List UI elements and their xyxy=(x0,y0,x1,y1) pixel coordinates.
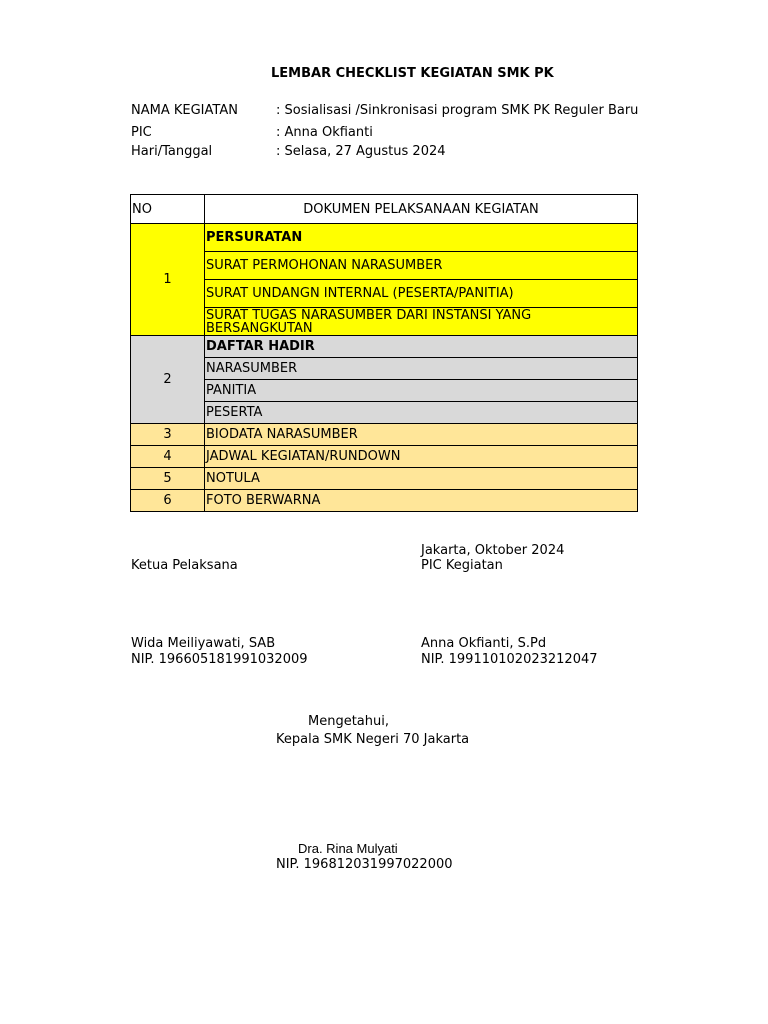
left-signer-name: Wida Meiliyawati, SAB xyxy=(131,636,276,651)
table-row xyxy=(131,280,638,308)
info-label-date: Hari/Tanggal xyxy=(131,144,213,159)
table-row xyxy=(131,380,638,402)
document-item: FOTO BERWARNA xyxy=(205,490,638,512)
header-document: DOKUMEN PELAKSANAAN KEGIATAN xyxy=(205,195,638,224)
document-item: NOTULA xyxy=(205,468,638,490)
page-title: LEMBAR CHECKLIST KEGIATAN SMK PK xyxy=(271,66,554,81)
table-row xyxy=(131,224,638,252)
document-item: JADWAL KEGIATAN/RUNDOWN xyxy=(205,446,638,468)
row-number: 4 xyxy=(131,446,205,468)
table-header-row xyxy=(131,195,638,224)
table-row xyxy=(131,402,638,424)
place-date: Jakarta, Oktober 2024 xyxy=(421,543,565,558)
row-number: 6 xyxy=(131,490,205,512)
principal-name: Dra. Rina Mulyati xyxy=(298,841,398,856)
principal-role: Kepala SMK Negeri 70 Jakarta xyxy=(276,732,470,747)
row-number: 2 xyxy=(131,336,205,424)
info-label-activity: NAMA KEGIATAN xyxy=(131,103,238,118)
table-row xyxy=(131,468,638,490)
row-number: 1 xyxy=(131,224,205,336)
group-heading: DAFTAR HADIR xyxy=(205,336,638,358)
left-signer-nip: NIP. 196605181991032009 xyxy=(131,652,308,667)
row-number: 3 xyxy=(131,424,205,446)
table-row xyxy=(131,490,638,512)
principal-nip: NIP. 196812031997022000 xyxy=(276,857,453,872)
right-signer-name: Anna Okfianti, S.Pd xyxy=(421,636,547,651)
table-row xyxy=(131,308,638,336)
table-row xyxy=(131,446,638,468)
document-item: PANITIA xyxy=(205,380,638,402)
right-signer-role: PIC Kegiatan xyxy=(421,558,503,573)
info-value-pic: : Anna Okfianti xyxy=(276,125,373,140)
left-signer-role: Ketua Pelaksana xyxy=(131,558,238,573)
table-row xyxy=(131,424,638,446)
header-no: NO xyxy=(131,195,205,224)
document-item: SURAT UNDANGN INTERNAL (PESERTA/PANITIA) xyxy=(205,280,638,308)
checklist-table xyxy=(130,194,638,512)
table-row xyxy=(131,358,638,380)
table-row xyxy=(131,336,638,358)
row-number: 5 xyxy=(131,468,205,490)
right-signer-nip: NIP. 199110102023212047 xyxy=(421,652,598,667)
group-heading: PERSURATAN xyxy=(205,224,638,252)
document-item: BIODATA NARASUMBER xyxy=(205,424,638,446)
document-item: PESERTA xyxy=(205,402,638,424)
document-item: SURAT PERMOHONAN NARASUMBER xyxy=(205,252,638,280)
document-item: SURAT TUGAS NARASUMBER DARI INSTANSI YANG BERSANGKUTAN xyxy=(205,308,638,336)
acknowledge-label: Mengetahui, xyxy=(308,714,389,729)
info-value-date: : Selasa, 27 Agustus 2024 xyxy=(276,144,446,159)
document-item: NARASUMBER xyxy=(205,358,638,380)
table-row xyxy=(131,252,638,280)
info-label-pic: PIC xyxy=(131,125,152,140)
info-value-activity: : Sosialisasi /Sinkronisasi program SMK PK Reguler Baru xyxy=(276,103,639,118)
